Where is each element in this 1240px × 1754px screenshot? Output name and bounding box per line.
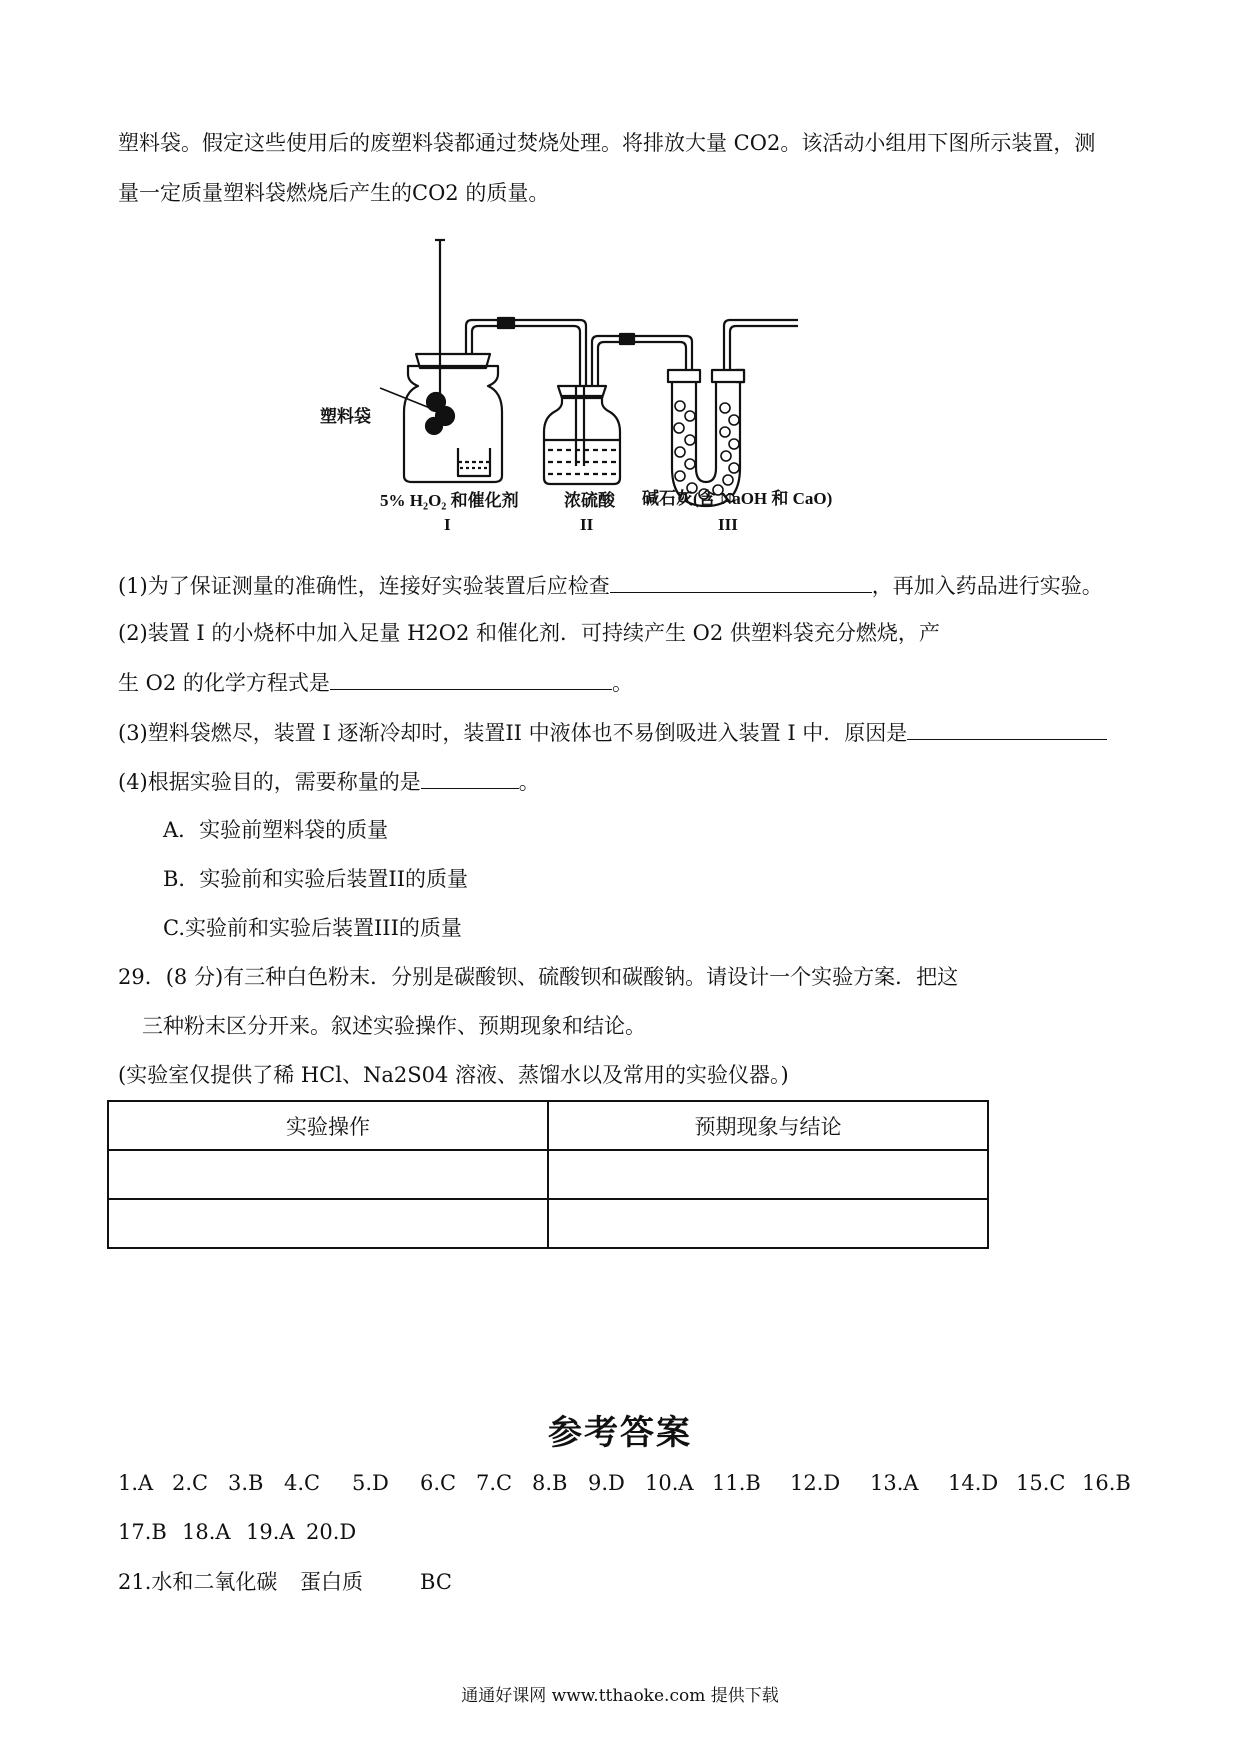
answer-21-part-1: 21.水和二氧化碳 [118,1570,278,1594]
label-apparatus-3: 碱石灰(含 NaOH 和 CaO) [642,489,833,508]
answer-item: 20.D [306,1520,357,1544]
answer-item: 4.C [284,1471,321,1495]
option-a: A．实验前塑料袋的质量 [163,818,389,842]
table-cell[interactable] [108,1150,548,1199]
question-4 [118,766,540,797]
answer-21-part-2: 蛋白质 [300,1570,363,1594]
answer-item: 12.D [790,1471,841,1495]
answer-item: 14.D [948,1471,999,1495]
answer-item: 8.B [532,1471,568,1495]
answer-item: 9.D [588,1471,625,1495]
experiment-table [107,1100,989,1249]
soda-lime-granules [674,401,739,502]
table-header-operation: 实验操作 [108,1101,548,1150]
question-1-text: (1)为了保证测量的准确性，连接好实验装置后应检查 [118,574,610,598]
answer-21-part-3: BC [420,1570,452,1594]
answer-item: 13.A [870,1471,919,1495]
answer-item: 17.B [118,1520,167,1544]
label-plastic-bag: 塑料袋 [320,407,371,426]
answer-item: 3.B [228,1471,264,1495]
label-apparatus-2: 浓硫酸 [564,491,615,510]
answer-item: 7.C [476,1471,513,1495]
answer-item: 6.C [420,1471,457,1495]
answer-item: 11.B [712,1471,761,1495]
question-29-line-1: 29．(8 分)有三种白色粉末．分别是碳酸钡、硫酸钡和碳酸钠。请设计一个实验方案．把这 [118,965,959,989]
table-cell[interactable] [548,1150,988,1199]
number-3: III [718,515,738,534]
table-header-row [108,1101,988,1150]
answer-item: 1.A [118,1471,154,1495]
answer-item: 19.A [246,1520,295,1544]
label-apparatus-1: 5% H₂O₂ 和催化剂 [380,491,519,510]
answer-item: 10.A [645,1471,694,1495]
question-2-line-2 [118,667,633,698]
question-29-line-2: 三种粉末区分开来。叙述实验操作、预期现象和结论。 [142,1014,646,1038]
table-row [108,1199,988,1248]
answers-title: 参考答案 [548,1413,692,1453]
table-cell[interactable] [548,1199,988,1248]
table-cell[interactable] [108,1199,548,1248]
question-2-line-1: (2)装置 I 的小烧杯中加入足量 H2O2 和催化剂．可持续产生 O2 供塑料袋充分燃烧，产 [118,621,940,645]
answer-blank-1[interactable] [610,570,872,593]
bottle-1 [404,366,502,482]
question-1 [118,570,1103,601]
number-1: I [444,515,451,534]
table-row [108,1150,988,1199]
answer-item: 2.C [172,1471,209,1495]
answer-item: 5.D [352,1471,389,1495]
question-1-tail: ，再加入药品进行实验。 [871,574,1103,598]
question-29-note: (实验室仅提供了稀 HCl、Na2S04 溶液、蒸馏水以及常用的实验仪器。) [118,1063,789,1087]
option-b: B．实验前和实验后装置II的质量 [163,867,469,891]
question-4-text: (4)根据实验目的，需要称量的是 [118,770,421,794]
answer-blank-3[interactable] [907,717,1107,740]
number-2: II [580,515,594,534]
question-3 [118,717,1107,748]
table-header-result: 预期现象与结论 [548,1101,988,1150]
answer-blank-2[interactable] [330,667,612,690]
question-2-tail: 。 [611,671,633,695]
intro-line-2: 量一定质量塑料袋燃烧后产生的CO2 的质量。 [118,181,550,205]
answer-item: 16.B [1082,1471,1131,1495]
question-3-text: (3)塑料袋燃尽，装置 I 逐渐冷却时，装置II 中液体也不易倒吸进入装置 I 中．原因是 [118,721,908,745]
answer-blank-4[interactable] [421,766,519,789]
apparatus-diagram [300,236,860,536]
footer: 通通好课网 www.tthaoke.com 提供下载 [461,1686,779,1706]
intro-line-1: 塑料袋。假定这些使用后的废塑料袋都通过焚烧处理。将排放大量 CO2。该活动小组用下图所示装置，测 [118,131,1096,155]
answer-item: 18.A [182,1520,231,1544]
option-c: C.实验前和实验后装置III的质量 [163,916,462,940]
question-4-tail: 。 [518,770,540,794]
question-2-text: 生 O2 的化学方程式是 [118,671,330,695]
answer-item: 15.C [1016,1471,1066,1495]
